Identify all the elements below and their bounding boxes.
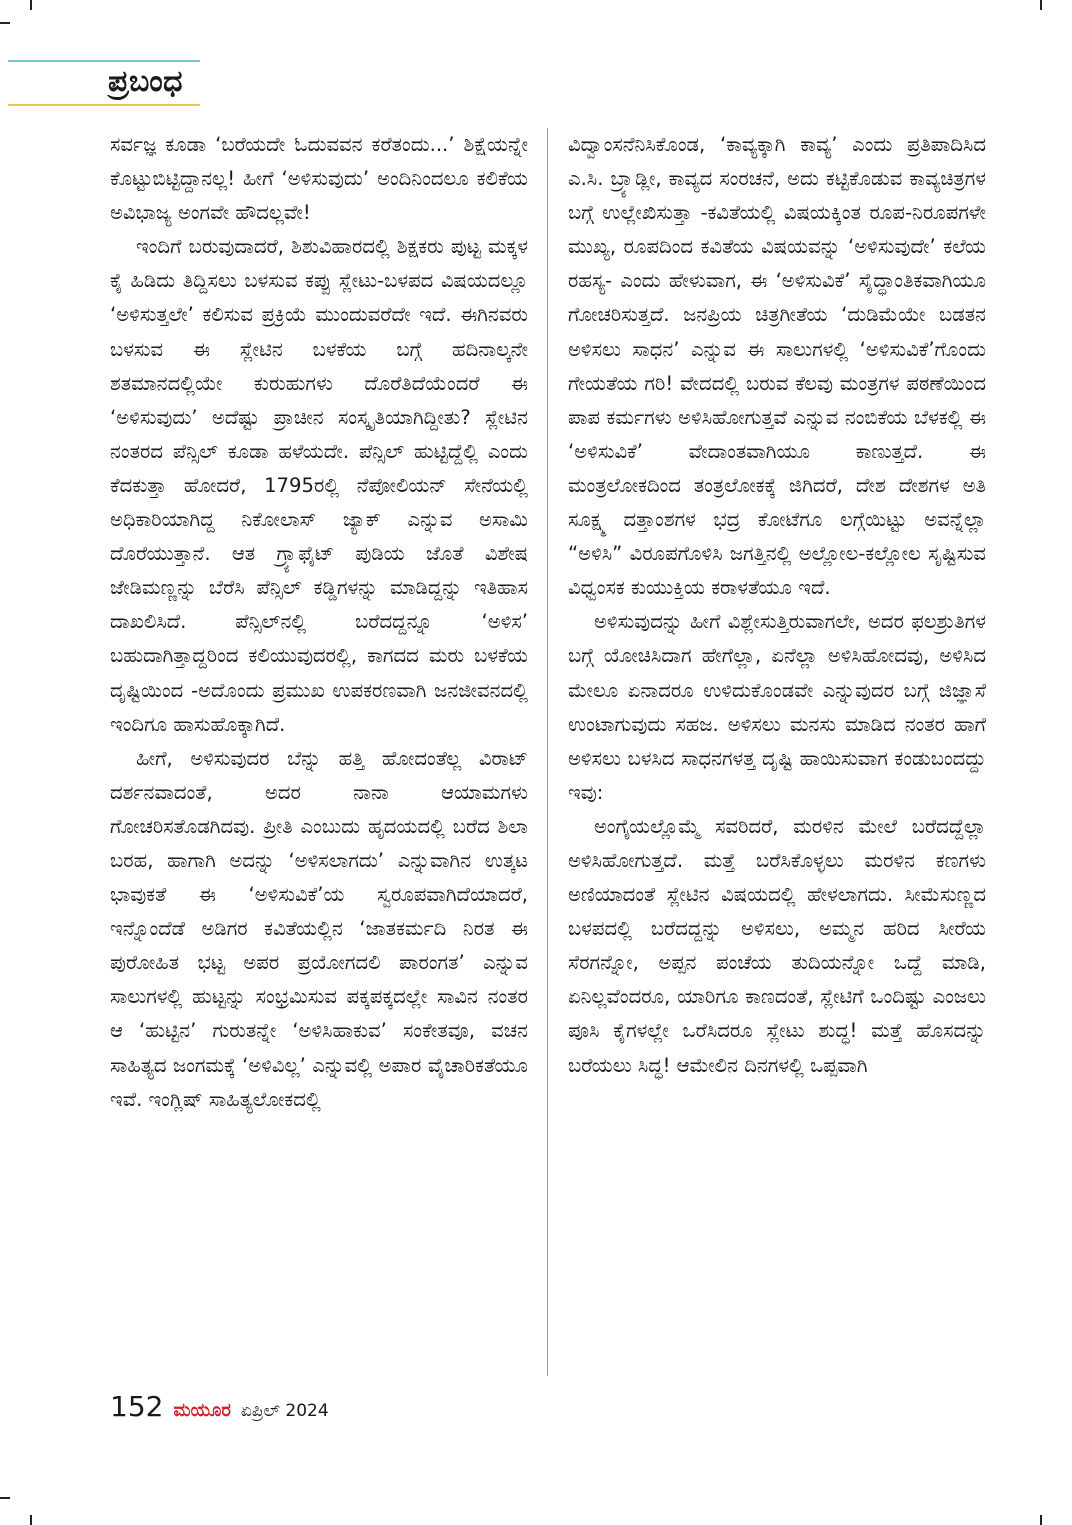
paragraph: ಸರ್ವಜ್ಞ ಕೂಡಾ ‘ಬರೆಯದೇ ಓದುವವನ ಕರೆತಂದು...’ ಶಿಕ್ಷೆಯನ್ನೇ ಕೊಟ್ಟುಬಿಟ್ಟಿದ್ದಾನಲ್ಲ! ಹೀಗೆ ‘ಅಳಿಸುವುದು’ ಅಂದಿನಿಂದಲೂ ಕಲಿಕೆಯ ಅವಿಭಾಜ್ಯ ಅಂಗವೇ ಹೌದಲ್ಲವೇ! [110,133,528,225]
section-title: ಪ್ರಬಂಧ [108,64,184,99]
issue-date: ಏಪ್ರಿಲ್ 2024 [240,1401,329,1421]
text-column-left [110,128,528,1117]
column-divider [547,128,548,1376]
crop-mark-top-right [1040,0,1042,10]
paragraph: ಅಂಗೈಯಲ್ಲೊಮ್ಮೆ ಸವರಿದರೆ, ಮರಳಿನ ಮೇಲೆ ಬರೆದದ್ದೆಲ್ಲಾ ಅಳಿಸಿಹೋಗುತ್ತದೆ. ಮತ್ತೆ ಬರೆಸಿಕೊಳ್ಳಲು ಮರಳಿನ ಕಣಗಳು ಅಣಿಯಾದಂತೆ ಸ್ಲೇಟಿನ ವಿಷಯದಲ್ಲಿ ಹೇಳಲಾಗದು. ಸೀಮೆಸುಣ್ಣದ ಬಳಪದಲ್ಲಿ ಬರೆದದ್ದನ್ನು ಅಳಿಸಲು, ಅಮ್ಮನ ಹರಿದ ಸೀರೆಯ ಸೆರಗನ್ನೋ, ಅಪ್ಪನ ಪಂಚೆಯ ತುದಿಯನ್ನೋ ಒದ್ದೆ ಮಾಡಿ, ಏನಿಲ್ಲವೆಂದರೂ, ಯಾರಿಗೂ ಕಾಣದಂತೆ, ಸ್ಲೇಟಿಗೆ ಒಂದಿಷ್ಟು ಎಂಜಲು ಪೂಸಿ ಕೈಗಳಲ್ಲೇ ಒರೆಸಿದರೂ ಸ್ಲೇಟು ಶುದ್ಧ! ಮತ್ತೆ ಹೊಸದನ್ನು ಬರೆಯಲು ಸಿದ್ಧ! ಆಮೇಲಿನ ದಿನಗಳಲ್ಲಿ ಒಪ್ಪವಾಗಿ [568,814,986,1077]
paragraph: ಅಳಿಸುವುದನ್ನು ಹೀಗೆ ವಿಶ್ಲೇಸುತ್ತಿರುವಾಗಲೇ, ಅದರ ಫಲಶ್ರುತಿಗಳ ಬಗ್ಗೆ ಯೋಚಿಸಿದಾಗ ಹೇಗೆಲ್ಲಾ, ಏನೆಲ್ಲಾ ಅಳಿಸಿಹೋದವು, ಅಳಿಸಿದ ಮೇಲೂ ಏನಾದರೂ ಉಳಿದುಕೊಂಡವೇ ಎನ್ನುವುದರ ಬಗ್ಗೆ ಜಿಜ್ಞಾಸೆ ಉಂಟಾಗುವುದು ಸಹಜ. ಅಳಿಸಲು ಮನಸು ಮಾಡಿದ ನಂತರ ಹಾಗೆ ಅಳಿಸಲು ಬಳಸಿದ ಸಾಧನಗಳತ್ತ ದೃಷ್ಟಿ ಹಾಯಿಸುವಾಗ ಕಂಡುಬಂದದ್ದು ಇವು: [568,610,986,804]
magazine-logo: ಮಯೂರ [173,1400,231,1421]
page-number: 152 [110,1390,164,1423]
page-footer [110,1390,329,1430]
crop-mark-left-lower [0,1497,10,1499]
crop-mark-bottom-right [1040,1515,1042,1525]
paragraph: ಇಂದಿಗೆ ಬರುವುದಾದರೆ, ಶಿಶುವಿಹಾರದಲ್ಲಿ ಶಿಕ್ಷಕರು ಪುಟ್ಟ ಮಕ್ಕಳ ಕೈ ಹಿಡಿದು ತಿದ್ದಿಸಲು ಬಳಸುವ ಕಪ್ಪು ಸ್ಲೇಟು-ಬಳಪದ ವಿಷಯದಲ್ಲೂ ‘ಅಳಿಸುತ್ತಲೇ’ ಕಲಿಸುವ ಪ್ರಕ್ರಿಯೆ ಮುಂದುವರೆದೇ ಇದೆ. ಈಗಿನವರು ಬಳಸುವ ಈ ಸ್ಲೇಟಿನ ಬಳಕೆಯ ಬಗ್ಗೆ ಹದಿನಾಲ್ಕನೇ ಶತಮಾನದಲ್ಲಿಯೇ ಕುರುಹುಗಳು ದೊರೆತಿದೆಯೆಂದರೆ ಈ ‘ಅಳಿಸುವುದು’ ಅದೆಷ್ಟು ಪ್ರಾಚೀನ ಸಂಸ್ಕೃತಿಯಾಗಿದ್ದೀತು? ಸ್ಲೇಟಿನ ನಂತರದ ಪೆನ್ಸಿಲ್ ಕೂಡಾ ಹಳೆಯದೇ. ಪೆನ್ಸಿಲ್ ಹುಟ್ಟಿದ್ದೆಲ್ಲಿ ಎಂದು ಕೆದಕುತ್ತಾ ಹೋದರೆ, 1795ರಲ್ಲಿ ನೆಪೋಲಿಯನ್ ಸೇನೆಯಲ್ಲಿ ಅಧಿಕಾರಿಯಾಗಿದ್ದ ನಿಕೋಲಾಸ್ ಜ್ಯಾಕ್ ಎನ್ನುವ ಅಸಾಮಿ ದೊರೆಯುತ್ತಾನೆ. ಆತ ಗ್ರ್ಯಾಫೈಟ್ ಪುಡಿಯ ಜೊತೆ ವಿಶೇಷ ಜೇಡಿಮಣ್ಣನ್ನು ಬೆರೆಸಿ ಪೆನ್ಸಿಲ್ ಕಡ್ಡಿಗಳನ್ನು ಮಾಡಿದ್ದನ್ನು ಇತಿಹಾಸ ದಾಖಲಿಸಿದೆ. ಪೆನ್ಸಿಲ್‌ನಲ್ಲಿ ಬರೆದದ್ದನ್ನೂ ‘ಅಳಿಸ’ ಬಹುದಾಗಿತ್ತಾದ್ದರಿಂದ ಕಲಿಯುವುದರಲ್ಲಿ, ಕಾಗದದ ಮರು ಬಳಕೆಯ ದೃಷ್ಟಿಯಿಂದ -ಅದೊಂದು ಪ್ರಮುಖ ಉಪಕರಣವಾಗಿ ಜನಜೀವನದಲ್ಲಿ ಇಂದಿಗೂ ಹಾಸುಹೊಕ್ಕಾಗಿದೆ. [110,235,528,736]
crop-mark-top-left [30,0,32,10]
header-rule-top [8,60,200,62]
header-rule-bottom [8,104,200,106]
text-column-right [568,128,986,1083]
crop-mark-bottom-left [30,1515,32,1525]
paragraph: ಹೀಗೆ, ಅಳಿಸುವುದರ ಬೆನ್ನು ಹತ್ತಿ ಹೋದಂತೆಲ್ಲ ವಿರಾಟ್ ದರ್ಶನವಾದಂತೆ, ಅದರ ನಾನಾ ಆಯಾಮಗಳು ಗೋಚರಿಸತೊಡಗಿದವು. ಪ್ರೀತಿ ಎಂಬುದು ಹೃದಯದಲ್ಲಿ ಬರೆದ ಶಿಲಾ ಬರಹ, ಹಾಗಾಗಿ ಅದನ್ನು ‘ಅಳಿಸಲಾಗದು’ ಎನ್ನುವಾಗಿನ ಉತ್ಕಟ ಭಾವುಕತೆ ಈ ‘ಅಳಿಸುವಿಕೆ’ಯ ಸ್ವರೂಪವಾಗಿದೆಯಾದರೆ, ಇನ್ನೊಂದೆಡೆ ಅಡಿಗರ ಕವಿತೆಯಲ್ಲಿನ ‘ಜಾತಕರ್ಮದಿ ನಿರತ ಈ ಪುರೋಹಿತ ಭಟ್ಟ ಅಪರ ಪ್ರಯೋಗದಲಿ ಪಾರಂಗತ’ ಎನ್ನುವ ಸಾಲುಗಳಲ್ಲಿ ಹುಟ್ಟನ್ನು ಸಂಭ್ರಮಿಸುವ ಪಕ್ಕಪಕ್ಕದಲ್ಲೇ ಸಾವಿನ ನಂತರ ಆ ‘ಹುಟ್ಟಿನ’ ಗುರುತನ್ನೇ ‘ಅಳಿಸಿಹಾಕುವ’ ಸಂಕೇತವೂ, ವಚನ ಸಾಹಿತ್ಯದ ಜಂಗಮಕ್ಕೆ ‘ಅಳಿವಿಲ್ಲ’ ಎನ್ನುವಲ್ಲಿ ಅಪಾರ ವೈಚಾರಿಕತೆಯೂ ಇವೆ. ಇಂಗ್ಲಿಷ್ ಸಾಹಿತ್ಯಲೋಕದಲ್ಲಿ [110,746,528,1111]
paragraph: ವಿದ್ವಾಂಸನೆನಿಸಿಕೊಂಡ, ‘ಕಾವ್ಯಕ್ಕಾಗಿ ಕಾವ್ಯ’ ಎಂದು ಪ್ರತಿಪಾದಿಸಿದ ಎ.ಸಿ. ಬ್ರ್ಯಾಡ್ಲೀ, ಕಾವ್ಯದ ಸಂರಚನೆ, ಅದು ಕಟ್ಟಿಕೊಡುವ ಕಾವ್ಯಚಿತ್ರಗಳ ಬಗ್ಗೆ ಉಲ್ಲೇಖಿಸುತ್ತಾ -ಕವಿತೆಯಲ್ಲಿ ವಿಷಯಕ್ಕಿಂತ ರೂಪ-ನಿರೂಪಗಳೇ ಮುಖ್ಯ, ರೂಪದಿಂದ ಕವಿತೆಯ ವಿಷಯವನ್ನು ‘ಅಳಿಸುವುದೇ’ ಕಲೆಯ ರಹಸ್ಯ- ಎಂದು ಹೇಳುವಾಗ, ಈ ‘ಅಳಿಸುವಿಕೆ’ ಸೈದ್ಧಾಂತಿಕವಾಗಿಯೂ ಗೋಚರಿಸುತ್ತದೆ. ಜನಪ್ರಿಯ ಚಿತ್ರಗೀತೆಯ ‘ದುಡಿಮೆಯೇ ಬಡತನ ಅಳಿಸಲು ಸಾಧನ’ ಎನ್ನುವ ಈ ಸಾಲುಗಳಲ್ಲಿ ‘ಅಳಿಸುವಿಕೆ’ಗೊಂದು ಗೇಯತೆಯ ಗರಿ! ವೇದದಲ್ಲಿ ಬರುವ ಕೆಲವು ಮಂತ್ರಗಳ ಪಠಣೆಯಿಂದ ಪಾಪ ಕರ್ಮಗಳು ಅಳಿಸಿಹೋಗುತ್ತವೆ ಎನ್ನುವ ನಂಬಿಕೆಯ ಬೆಳಕಲ್ಲಿ ಈ ‘ಅಳಿಸುವಿಕೆ’ ವೇದಾಂತವಾಗಿಯೂ ಕಾಣುತ್ತದೆ. ಈ ಮಂತ್ರಲೋಕದಿಂದ ತಂತ್ರಲೋಕಕ್ಕೆ ಜಿಗಿದರೆ, ದೇಶ ದೇಶಗಳ ಅತಿ ಸೂಕ್ಷ್ಮ ದತ್ತಾಂಶಗಳ ಭದ್ರ ಕೋಟೆಗೂ ಲಗ್ಗೆಯಿಟ್ಟು ಅವನ್ನೆಲ್ಲಾ “ಅಳಿಸಿ” ವಿರೂಪಗೊಳಿಸಿ ಜಗತ್ತಿನಲ್ಲಿ ಅಲ್ಲೋಲ-ಕಲ್ಲೋಲ ಸೃಷ್ಟಿಸುವ ವಿಧ್ವಂಸಕ ಕುಯುಕ್ತಿಯ ಕರಾಳತೆಯೂ ಇದೆ. [568,133,986,600]
crop-mark-left-upper [0,22,10,24]
